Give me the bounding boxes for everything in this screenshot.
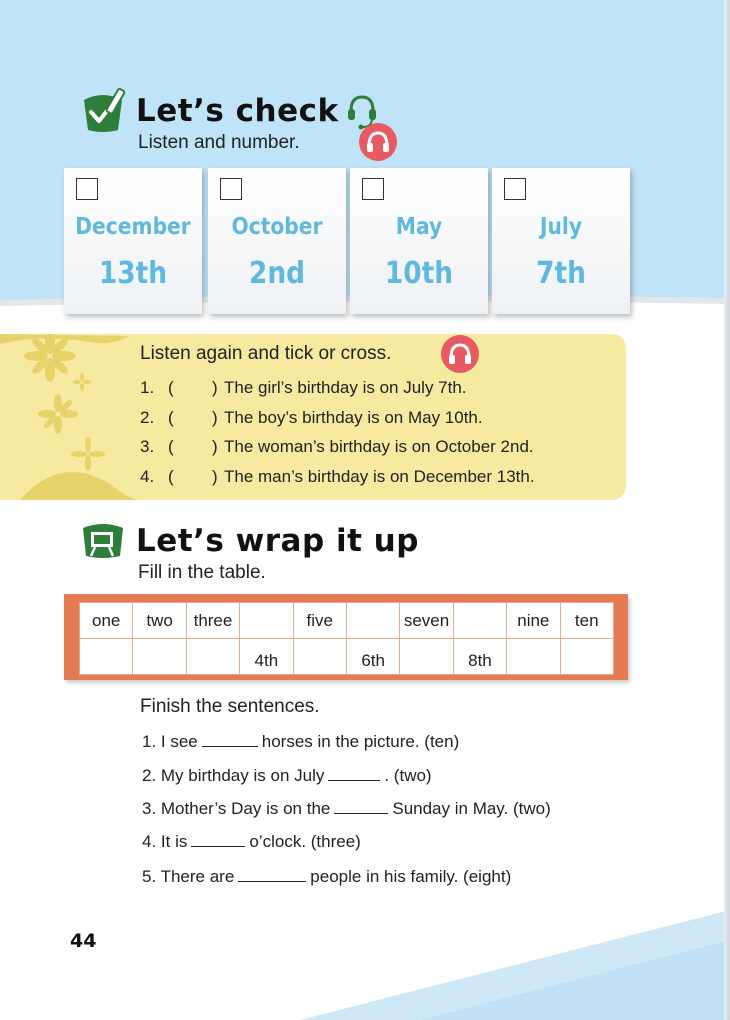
table-cell: 4th	[240, 639, 293, 675]
ordinal-table	[79, 602, 614, 675]
answer-slot[interactable]: (	[168, 466, 174, 486]
tick-or-cross-instruction: Listen again and tick or cross.	[140, 343, 392, 364]
statement-text: The boy’s birthday is on May 10th.	[224, 407, 483, 427]
list-item	[140, 378, 535, 408]
card-day: 13th	[98, 256, 168, 291]
page-spine	[724, 0, 730, 1020]
answer-blank[interactable]	[238, 866, 306, 882]
sentence-after: o’clock. (three)	[249, 832, 361, 851]
fill-table-instruction: Fill in the table.	[138, 562, 266, 583]
item-number: 2.	[140, 407, 155, 427]
answer-slot-close: )	[212, 378, 218, 397]
card-month: July	[539, 214, 583, 240]
table-cell: 6th	[346, 639, 399, 675]
table-cell-blank[interactable]	[453, 603, 506, 639]
table-cell: one	[80, 603, 133, 639]
list-item	[140, 408, 535, 438]
sentence-item	[142, 765, 432, 786]
answer-slot-close: )	[212, 407, 218, 427]
sentence-before: 4. It is	[142, 832, 188, 851]
sentence-item	[142, 798, 551, 819]
statement-text: The man’s birthday is on December 13th.	[224, 466, 535, 486]
sentence-after: Sunday in May. (two)	[392, 799, 551, 818]
flower-decoration	[0, 334, 140, 500]
card-month: October	[231, 214, 323, 240]
lets-check-heading	[78, 86, 379, 136]
sentence-before: 2. My birthday is on July	[142, 766, 325, 785]
table-cell: seven	[400, 603, 453, 639]
tick-or-cross-list	[140, 378, 535, 496]
check-pencil-icon	[78, 86, 128, 136]
item-number: 4.	[140, 466, 155, 486]
section-title: Let’s wrap it up	[136, 523, 419, 559]
finish-sentences-instruction: Finish the sentences.	[140, 696, 320, 717]
table-cell-blank[interactable]	[293, 639, 346, 675]
table-cell: five	[293, 603, 346, 639]
date-card	[208, 168, 346, 314]
answer-blank[interactable]	[334, 798, 388, 814]
sentence-before: 5. There are	[142, 867, 235, 886]
number-box[interactable]	[504, 178, 526, 200]
card-day: 2nd	[248, 256, 306, 291]
bottom-wave	[0, 880, 730, 1020]
table-cell-blank[interactable]	[346, 603, 399, 639]
table-cell: ten	[560, 603, 613, 639]
sentence-after: horses in the picture. (ten)	[261, 732, 460, 751]
answer-slot[interactable]: (	[168, 407, 174, 427]
item-number: 1.	[140, 378, 155, 397]
statement-text: The woman’s birthday is on October 2nd.	[224, 437, 534, 456]
list-item	[140, 437, 535, 467]
number-box[interactable]	[220, 178, 242, 200]
table-row	[80, 603, 614, 639]
chalkboard-icon	[78, 516, 128, 566]
sentence-item	[142, 866, 511, 887]
headphones-icon[interactable]	[440, 334, 480, 374]
table-cell-blank[interactable]	[80, 639, 133, 675]
table-cell-blank[interactable]	[186, 639, 239, 675]
answer-slot-close: )	[212, 466, 218, 486]
sentence-after: people in his family. (eight)	[310, 867, 512, 886]
sentence-before: 3. Mother’s Day is on the	[142, 799, 331, 818]
listen-and-number-instruction: Listen and number.	[138, 132, 300, 153]
date-card	[492, 168, 630, 314]
card-month: December	[75, 214, 191, 240]
number-box[interactable]	[362, 178, 384, 200]
table-cell: two	[133, 603, 186, 639]
table-row	[80, 639, 614, 675]
answer-blank[interactable]	[191, 831, 245, 847]
answer-blank[interactable]	[328, 765, 380, 781]
date-card	[350, 168, 488, 314]
date-card	[64, 168, 202, 314]
card-day: 7th	[536, 256, 586, 291]
table-cell: 8th	[453, 639, 506, 675]
answer-slot[interactable]: (	[168, 437, 174, 456]
section-title: Let’s check	[136, 93, 339, 129]
sentence-after: . (two)	[384, 766, 432, 785]
answer-blank[interactable]	[202, 731, 258, 747]
table-cell-blank[interactable]	[240, 603, 293, 639]
answer-slot[interactable]: (	[168, 378, 174, 397]
sentence-before: 1. I see	[142, 732, 198, 751]
headphones-icon[interactable]	[358, 122, 398, 162]
table-cell-blank[interactable]	[133, 639, 186, 675]
list-item	[140, 467, 535, 497]
table-cell-blank[interactable]	[560, 639, 613, 675]
table-cell-blank[interactable]	[400, 639, 453, 675]
page-number: 44	[70, 930, 97, 952]
ordinal-table-frame	[64, 594, 628, 680]
sentence-item	[142, 731, 459, 752]
sentence-item	[142, 831, 361, 852]
card-month: May	[395, 214, 443, 240]
card-day: 10th	[384, 256, 454, 291]
wrap-up-heading	[78, 516, 419, 566]
table-cell-blank[interactable]	[507, 639, 560, 675]
table-cell: three	[186, 603, 239, 639]
table-cell: nine	[507, 603, 560, 639]
item-number: 3.	[140, 437, 155, 456]
number-box[interactable]	[76, 178, 98, 200]
date-cards	[62, 168, 632, 316]
statement-text: The girl’s birthday is on July 7th.	[224, 378, 467, 397]
answer-slot-close: )	[212, 437, 218, 456]
